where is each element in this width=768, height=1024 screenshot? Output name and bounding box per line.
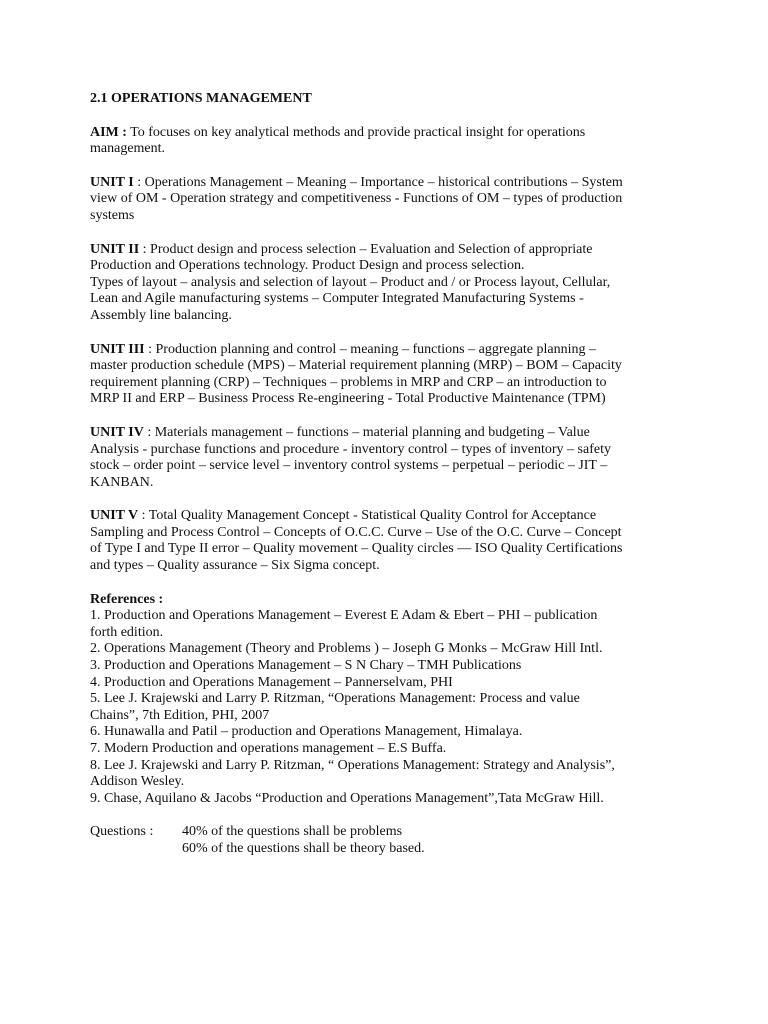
unit-2-paragraph [90,242,650,325]
reference-line: 8. Lee J. Krajewski and Larry P. Ritzman, “ Operations Management: Strategy and Analysis”, [90,757,615,773]
unit-line: Production and Operations technology. Product Design and process selection. [90,258,525,274]
reference-line: 6. Hunawalla and Patil – production and Operations Management, Himalaya. [90,724,523,740]
section-title: 2.1 OPERATIONS MANAGEMENT [90,91,312,106]
reference-line: 9. Chase, Aquilano & Jacobs “Production and Operations Management”,Tata McGraw Hill. [90,790,604,806]
questions-lines [182,824,425,857]
unit-line [90,508,650,525]
reference-line: 2. Operations Management (Theory and Problems ) – Joseph G Monks – McGraw Hill Intl. [90,641,603,657]
reference-line: 7. Modern Production and operations management – E.S Buffa. [90,741,447,756]
unit-3-label: UNIT III [90,341,145,357]
unit-3-paragraph [90,342,650,408]
reference-line: 1. Production and Operations Management – Everest E Adam & Ebert – PHI – publication [90,608,598,624]
unit-text: : Production planning and control – meaning – functions – aggregate planning – [144,341,597,357]
unit-1-label: UNIT I [90,174,134,190]
aim-text: To focuses on key analytical methods and provide practical insight for operations [126,124,586,140]
aim-label: AIM : [90,124,127,140]
document-page [90,91,650,858]
unit-line: view of OM - Operation strategy and competitiveness - Functions of OM – types of production [90,191,623,207]
unit-text: : Operations Management – Meaning – Importance – historical contributions – System [133,174,623,190]
unit-4-paragraph [90,425,650,491]
unit-1-paragraph [90,175,650,225]
unit-line [90,425,650,442]
unit-line [90,175,650,192]
unit-line: requirement planning (CRP) – Techniques – problems in MRP and CRP – an introduction to [90,374,607,390]
unit-line: systems [90,207,135,223]
reference-line: Chains”, 7th Edition, PHI, 2007 [90,707,270,723]
reference-line: 5. Lee J. Krajewski and Larry P. Ritzman, “Operations Management: Process and value [90,691,580,707]
unit-line: KANBAN. [90,474,154,490]
questions-label: Questions : [90,824,154,840]
unit-4-label: UNIT IV [90,424,144,440]
unit-line: of Type I and Type II error – Quality movement – Quality circles –– ISO Quality Certifications [90,541,623,557]
reference-line: 4. Production and Operations Management – Pannerselvam, PHI [90,674,453,690]
unit-5-label: UNIT V [90,508,139,524]
reference-line: Addison Wesley. [90,774,185,790]
unit-2-label: UNIT II [90,241,140,257]
unit-text: : Total Quality Management Concept - Statistical Quality Control for Acceptance [138,508,597,524]
unit-text: : Product design and process selection – Evaluation and Selection of appropriate [139,241,593,257]
aim-paragraph [90,125,650,158]
reference-line: 3. Production and Operations Management – S N Chary – TMH Publications [90,658,522,674]
reference-line: forth edition. [90,624,164,640]
unit-line: Lean and Agile manufacturing systems – Computer Integrated Manufacturing Systems - [90,291,584,307]
unit-line [90,342,650,359]
unit-line: and types – Quality assurance – Six Sigma concept. [90,558,380,574]
unit-line [90,242,650,259]
questions-section [90,824,650,857]
unit-line: MRP II and ERP – Business Process Re-engineering - Total Productive Maintenance (TPM) [90,391,606,407]
question-line: 40% of the questions shall be problems [182,824,403,840]
unit-line: Assembly line balancing. [90,307,232,323]
question-line: 60% of the questions shall be theory based. [182,840,425,856]
aim-line: management. [90,141,166,157]
unit-line: master production schedule (MPS) – Material requirement planning (MRP) – BOM – Capacity [90,358,622,374]
unit-5-paragraph [90,508,650,574]
unit-line: Types of layout – analysis and selection of layout – Product and / or Process layout, Cellular, [90,274,611,290]
unit-line: stock – order point – service level – inventory control systems – perpetual – periodic – JIT – [90,458,608,474]
unit-text: : Materials management – functions – material planning and budgeting – Value [143,424,590,440]
unit-line: Sampling and Process Control – Concepts of O.C.C. Curve – Use of the O.C. Curve – Concept [90,524,622,540]
references-heading: References : [90,591,164,607]
unit-line: Analysis - purchase functions and procedure - inventory control – types of inventory – safety [90,441,611,457]
references-section [90,592,650,808]
aim-line [90,125,650,142]
